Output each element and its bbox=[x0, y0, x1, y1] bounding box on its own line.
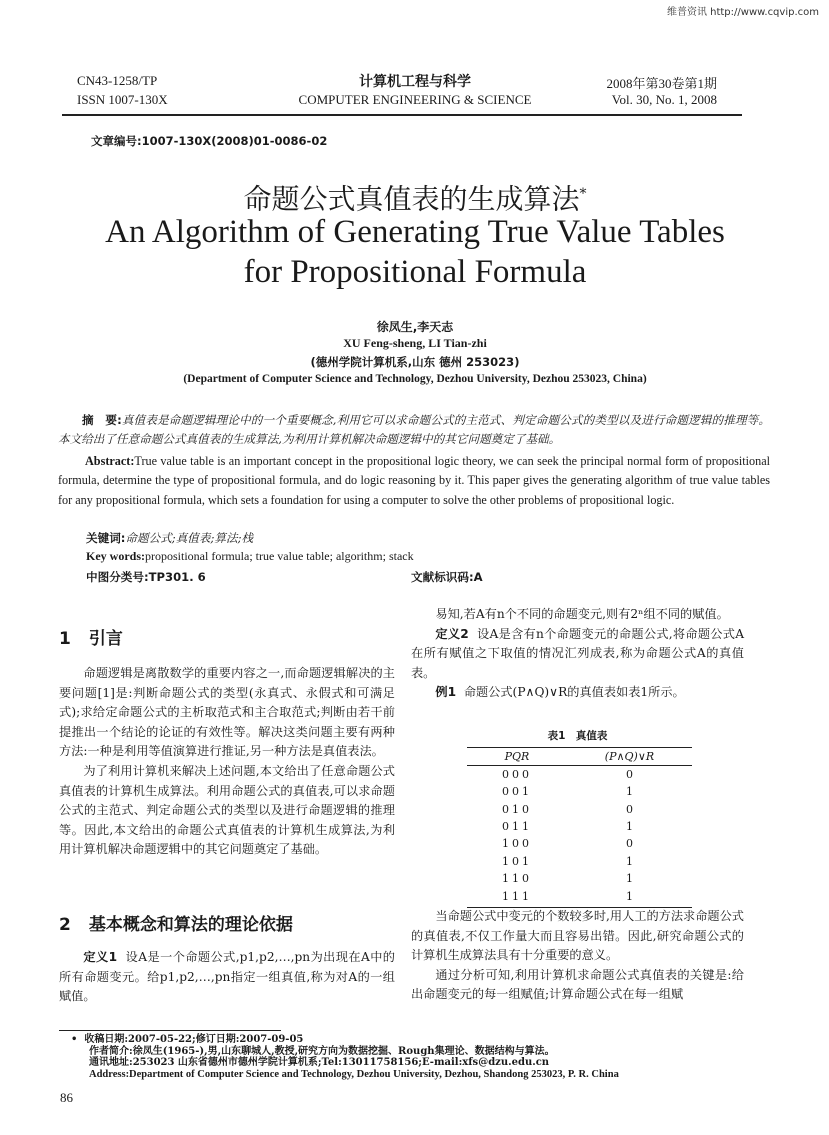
table-cell-value: 0 bbox=[626, 802, 633, 816]
section1-paragraph: 命题逻辑是离散数学的重要内容之一,而命题逻辑解决的主要问题[1]是:判断命题公式的类型(永真式、永假式和可满足式);求给定命题公式的主析取范式和主合取范式;判断由若干前提推出一个结论的论证的有效性等。解决这类问题主要有两种方法:一种是利用等值演算进行推证,另一种方法是真值表法。 bbox=[59, 666, 395, 759]
journal-name-en: COMPUTER ENGINEERING & SCIENCE bbox=[298, 92, 532, 107]
section1-paragraph: 为了利用计算机来解决上述问题,本文给出了任意命题公式真值表的计算机生成算法。利用命题公式的真值表,可以求命题公式的主范式、判定命题公式的类型以及进行命题逻辑的推理等。因此,本文给出的命题公式真值表的计算机生成算法,为利用计算机解决命题逻辑中的其它问题奠定了基础。 bbox=[59, 763, 395, 857]
definition2-text: 设A是含有n个命题变元的命题公式,将命题公式A在所有赋值之下取值的情况汇列成表,称为命题公式A的真值表。 bbox=[411, 626, 744, 680]
table-cell-value: 1 bbox=[626, 785, 633, 799]
header-issn: ISSN 1007-130X bbox=[77, 92, 168, 107]
footnote-address: Address:Department of Computer Science and Technology, Dezhou University, Dezhou, Shandong 253023, P. R. China bbox=[89, 1068, 619, 1080]
authors-cn: 徐凤生,李天志 bbox=[376, 320, 454, 334]
table-cell-pqr: 000 bbox=[502, 767, 532, 781]
table-cell-pqr: 010 bbox=[502, 802, 532, 816]
definition1-label: 定义1 bbox=[83, 950, 118, 964]
table-cell-value: 1 bbox=[626, 854, 633, 868]
keywords-en-label: Key words: bbox=[86, 549, 145, 563]
example1-label: 例1 bbox=[435, 685, 457, 700]
issue-en: Vol. 30, No. 1, 2008 bbox=[611, 92, 717, 107]
abstract-cn bbox=[58, 411, 770, 449]
title-cn-text: 命题公式真值表的生成算法 bbox=[243, 182, 580, 216]
table-cell-pqr: 011 bbox=[502, 819, 532, 833]
abstract-cn-text: 真值表是命题逻辑理论中的一个重要概念,利用它可以求命题公式的主范式、判定命题公式的类型以及进行命题逻辑的推理等。本文给出了任意命题公式真值表的生成算法,为利用计算机解决命题逻辑中的其它问题奠定了基础。 bbox=[58, 413, 770, 446]
table-cell-value: 1 bbox=[626, 872, 633, 886]
title-en-line2: for Propositional Formula bbox=[243, 254, 587, 290]
keywords-en-text: propositional formula; true value table; algorithm; stack bbox=[145, 549, 414, 563]
table-header-cell: PQR bbox=[504, 750, 530, 764]
table-header-rule bbox=[467, 765, 692, 766]
abstract-cn-label: 摘 要: bbox=[82, 413, 122, 427]
title-footnote-mark: * bbox=[579, 186, 587, 202]
table-cell-pqr: 101 bbox=[502, 854, 532, 868]
document-code: 文献标识码:A bbox=[411, 570, 483, 584]
example1-text: 命题公式(P∧Q)∨R的真值表如表1所示。 bbox=[463, 685, 685, 700]
truth-table-grid bbox=[467, 748, 692, 905]
footnote-rule bbox=[59, 1030, 281, 1031]
header-cn: CN43-1258/TP bbox=[77, 73, 158, 88]
table-cell-pqr: 100 bbox=[502, 837, 532, 851]
definition1 bbox=[59, 948, 395, 1007]
table-header-row bbox=[467, 748, 692, 765]
table1-caption: 表1 真值表 bbox=[547, 730, 608, 742]
section2-title: 基本概念和算法的理论依据 bbox=[88, 915, 293, 935]
table-cell-value: 1 bbox=[626, 819, 633, 833]
table-cell-pqr: 111 bbox=[502, 889, 532, 903]
table-row bbox=[467, 887, 692, 904]
section1-title: 引言 bbox=[88, 629, 123, 649]
table-row bbox=[467, 835, 692, 852]
truth-table bbox=[467, 747, 692, 908]
keywords-cn-label: 关键词: bbox=[86, 531, 126, 545]
section2-heading bbox=[59, 910, 293, 935]
table-cell-value: 0 bbox=[626, 767, 633, 781]
footnote-received-text: 收稿日期:2007-05-22;修订日期:2007-09-05 bbox=[84, 1034, 304, 1045]
section1-number: 1 bbox=[59, 629, 71, 649]
abstract-en bbox=[58, 452, 770, 510]
section1-heading bbox=[59, 624, 123, 649]
title-en-line1: An Algorithm of Generating True Value Tables bbox=[105, 214, 725, 250]
right-column-bottom bbox=[411, 907, 744, 1005]
table-row bbox=[467, 870, 692, 887]
table-row bbox=[467, 800, 692, 817]
table-row bbox=[467, 818, 692, 835]
header-rule bbox=[62, 114, 742, 116]
footnote-bio: 作者简介:徐凤生(1965-),男,山东聊城人,教授,研究方向为数据挖掘、Rough集理论、数据结构与算法。 bbox=[89, 1045, 555, 1057]
table-row bbox=[467, 783, 692, 800]
right-paragraph: 通过分析可知,利用计算机求命题公式真值表的关键是:给出命题变元的每一组赋值;计算命题公式在每一组赋 bbox=[411, 967, 744, 1002]
authors-en: XU Feng-sheng, LI Tian-zhi bbox=[343, 336, 487, 350]
article-number: 文章编号:1007-130X(2008)01-0086-02 bbox=[91, 134, 328, 148]
table-cell-pqr: 110 bbox=[502, 872, 532, 886]
right-column-top bbox=[411, 605, 744, 703]
definition2-label: 定义2 bbox=[435, 626, 469, 641]
page-number: 86 bbox=[60, 1090, 73, 1105]
affiliation-cn: (德州学院计算机系,山东 德州 253023) bbox=[310, 355, 520, 369]
section2-number: 2 bbox=[59, 915, 71, 935]
keywords-cn-text: 命题公式;真值表;算法;栈 bbox=[125, 531, 254, 545]
abstract-en-label: Abstract: bbox=[85, 454, 135, 468]
keywords-en bbox=[86, 549, 414, 564]
table-cell-value: 1 bbox=[626, 889, 633, 903]
table-cell-pqr: 001 bbox=[502, 785, 532, 799]
keywords-cn bbox=[86, 530, 253, 546]
footnote-received: • 收稿日期:2007-05-22;修订日期:2007-09-05 bbox=[71, 1034, 304, 1045]
table-header-cell: (P∧Q)∨R bbox=[604, 750, 655, 764]
watermark: 维普资讯 http://www.cqvip.com bbox=[666, 7, 819, 18]
footnote bbox=[71, 1034, 619, 1080]
definition1-text: 设A是一个命题公式,p1,p2,…,pn为出现在A中的所有命题变元。给p1,p2,…,pn指定一组真值,称为对A的一组赋值。 bbox=[59, 950, 395, 1004]
issue-cn: 2008年第30卷第1期 bbox=[606, 76, 717, 91]
table-cell-value: 0 bbox=[626, 837, 633, 851]
journal-name-cn: 计算机工程与科学 bbox=[359, 74, 471, 90]
table-row bbox=[467, 766, 692, 783]
affiliation-en: (Department of Computer Science and Technology, Dezhou University, Dezhou 253023, China) bbox=[183, 373, 647, 385]
abstract-en-text: True value table is an important concept in the propositional logic theory, we can seek the principal normal form of propositional formula, determine the type of propositional formula, and do logic reasoning by it. This paper gives the generating algorithm of true value tables for any propositional formula, which sets a foundation for using a computer to solve the other problems of propositional logic. bbox=[58, 454, 770, 507]
right-intro: 易知,若A有n个不同的命题变元,则有2ⁿ组不同的赋值。 bbox=[435, 607, 729, 621]
footnote-contact: 通讯地址:253023 山东省德州市德州学院计算机系;Tel:13011758156;E-mail:xfs@dzu.edu.cn bbox=[89, 1057, 550, 1068]
clc-number: 中图分类号:TP301. 6 bbox=[86, 570, 206, 584]
section1-body bbox=[59, 664, 395, 860]
table-row bbox=[467, 853, 692, 870]
right-paragraph: 当命题公式中变元的个数较多时,用人工的方法求命题公式的真值表,不仅工作量大而且容易出错。因此,研究命题公式的计算机生成算法具有十分重要的意义。 bbox=[411, 909, 744, 963]
